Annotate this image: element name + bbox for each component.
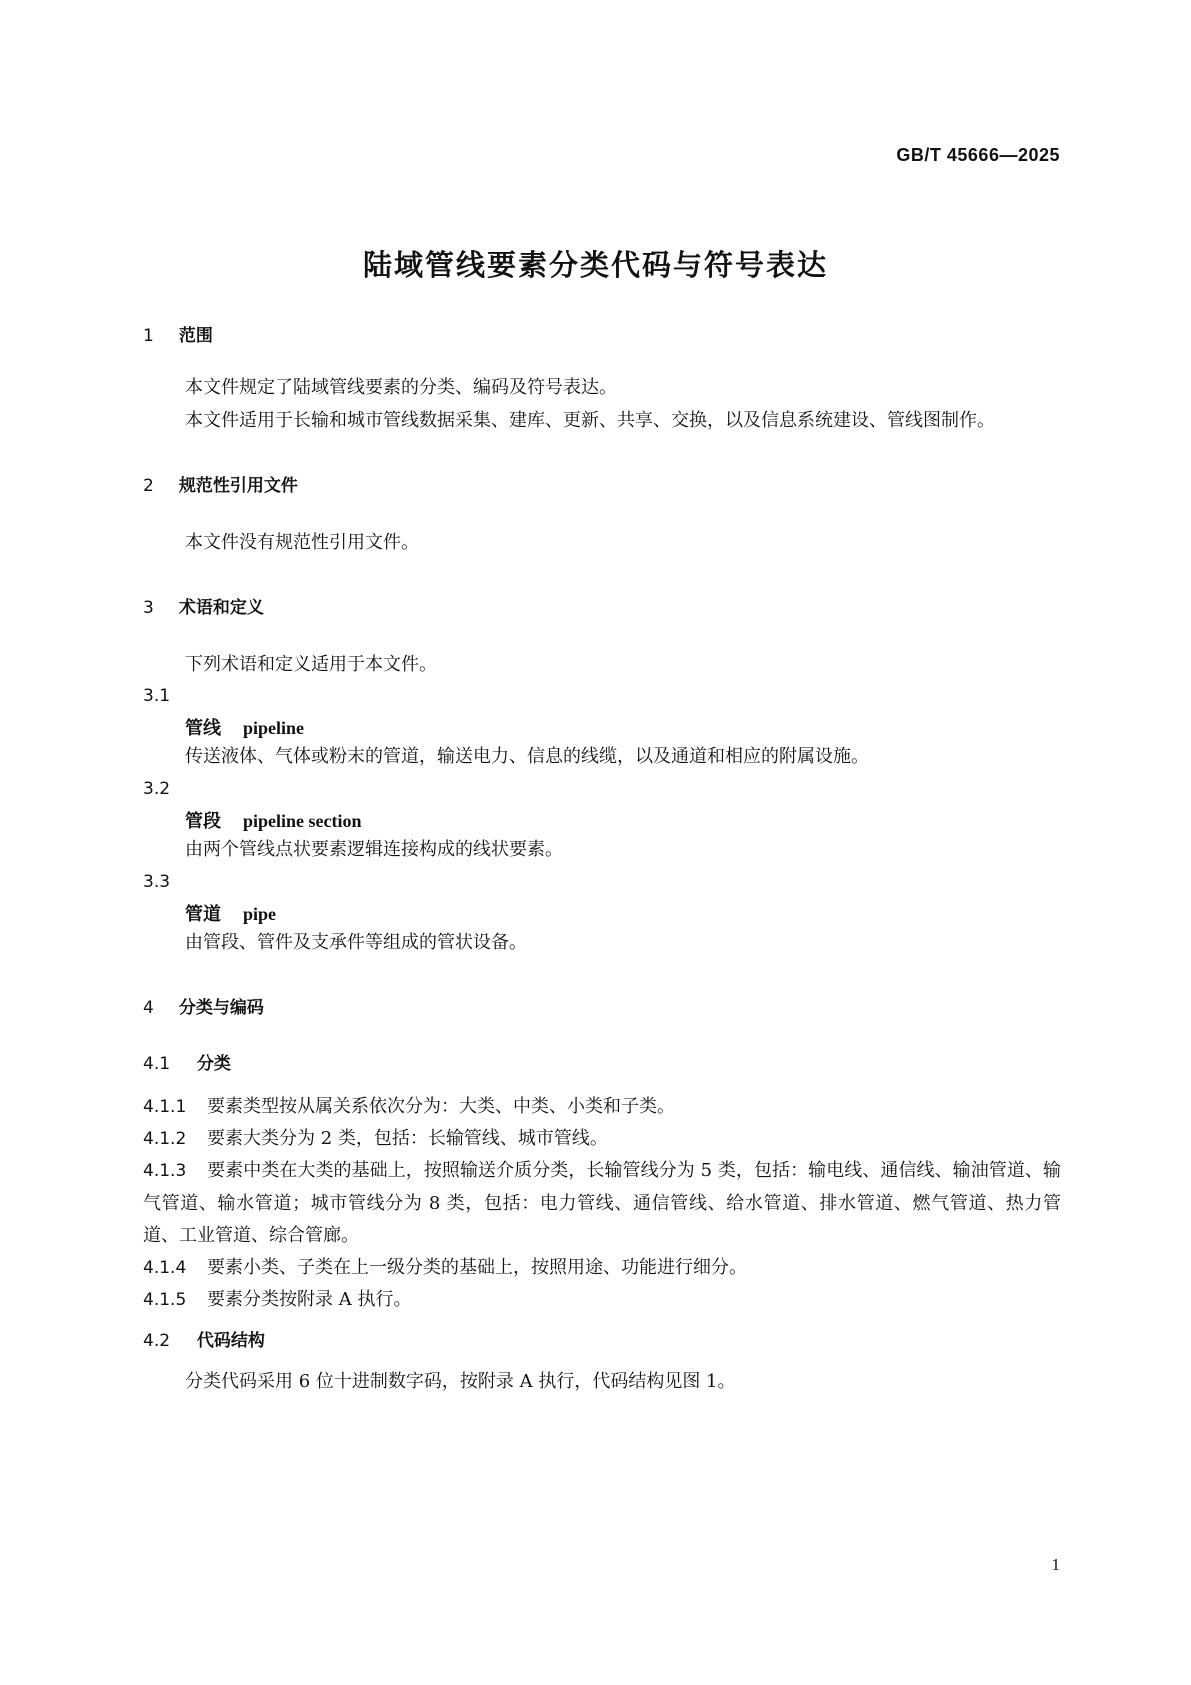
section-number: 3 [143, 598, 154, 618]
term-chinese: 管线 [185, 718, 221, 739]
page-title: 陆域管线要素分类代码与符号表达 [362, 248, 828, 282]
term-english: pipe [243, 904, 277, 924]
clause [143, 1252, 1061, 1285]
subsection-number: 4.2 [143, 1331, 171, 1351]
term-definition: 传送液体、气体或粉末的管道，输送电力、信息的线缆，以及通道和相应的附属设施。 [185, 746, 869, 767]
subsection-heading-4-1 [143, 1049, 231, 1074]
section-number: 4 [143, 998, 154, 1018]
page-number: 1 [1051, 1555, 1060, 1574]
clause-number: 4.1.2 [143, 1129, 187, 1149]
clause-number: 4.1.3 [143, 1161, 187, 1181]
term-heading [185, 714, 304, 740]
clause-text: 要素类型按从属关系依次分为：大类、中类、小类和子类。 [207, 1096, 675, 1117]
term-english: pipeline [243, 718, 305, 738]
clause [143, 1091, 1061, 1124]
terms-intro-paragraph: 下列术语和定义适用于本文件。 [185, 654, 437, 675]
clause [143, 1284, 1061, 1317]
clause-text: 要素小类、子类在上一级分类的基础上，按照用途、功能进行细分。 [207, 1257, 747, 1278]
term-chinese: 管段 [185, 811, 221, 832]
term-definition: 由管段、管件及支承件等组成的管状设备。 [185, 932, 527, 953]
clause-number: 4.1.1 [143, 1097, 187, 1117]
section-number: 2 [143, 476, 154, 496]
term-chinese: 管道 [185, 904, 221, 925]
subsection-title: 代码结构 [196, 1331, 265, 1351]
term-heading [185, 900, 276, 926]
clause-text: 要素中类在大类的基础上，按照输送介质分类，长输管线分为 5 类，包括：输电线、通信线、输油管道、输气管道、输水管道；城市管线分为 8 类，包括：电力管线、通信管线、给水管道、排水管道、燃气管道、热力管道、工业管道、综合管廊。 [143, 1160, 1061, 1246]
section-number: 1 [143, 326, 154, 346]
clause [143, 1123, 1061, 1156]
scope-paragraph-1: 本文件规定了陆域管线要素的分类、编码及符号表达。 [185, 377, 617, 398]
term-number: 3.2 [143, 779, 171, 799]
term-number: 3.1 [143, 686, 171, 706]
term-definition: 由两个管线点状要素逻辑连接构成的线状要素。 [185, 839, 563, 860]
clause-number: 4.1.4 [143, 1258, 187, 1278]
subsection-title: 分类 [196, 1054, 231, 1074]
normative-references-paragraph: 本文件没有规范性引用文件。 [185, 532, 419, 553]
section-heading-1 [143, 321, 213, 346]
document-code: GB/T 45666—2025 [896, 145, 1060, 165]
section-heading-4 [143, 993, 264, 1018]
section-heading-3 [143, 593, 264, 618]
section-title: 术语和定义 [178, 598, 264, 618]
clause-text: 要素大类分为 2 类，包括：长输管线、城市管线。 [207, 1128, 608, 1149]
term-english: pipeline section [243, 811, 362, 831]
clause [143, 1155, 1061, 1253]
code-structure-paragraph: 分类代码采用 6 位十进制数字码，按附录 A 执行，代码结构见图 1。 [185, 1371, 736, 1392]
section-title: 分类与编码 [178, 998, 264, 1018]
term-heading [185, 807, 362, 833]
section-title: 范围 [178, 326, 213, 346]
section-heading-2 [143, 471, 298, 496]
term-number: 3.3 [143, 872, 171, 892]
subsection-heading-4-2 [143, 1326, 265, 1351]
subsection-number: 4.1 [143, 1054, 171, 1074]
section-title: 规范性引用文件 [178, 476, 298, 496]
clause-text: 要素分类按附录 A 执行。 [207, 1289, 412, 1310]
clause-number: 4.1.5 [143, 1290, 187, 1310]
scope-paragraph-2: 本文件适用于长输和城市管线数据采集、建库、更新、共享、交换，以及信息系统建设、管线图制作。 [185, 410, 995, 431]
